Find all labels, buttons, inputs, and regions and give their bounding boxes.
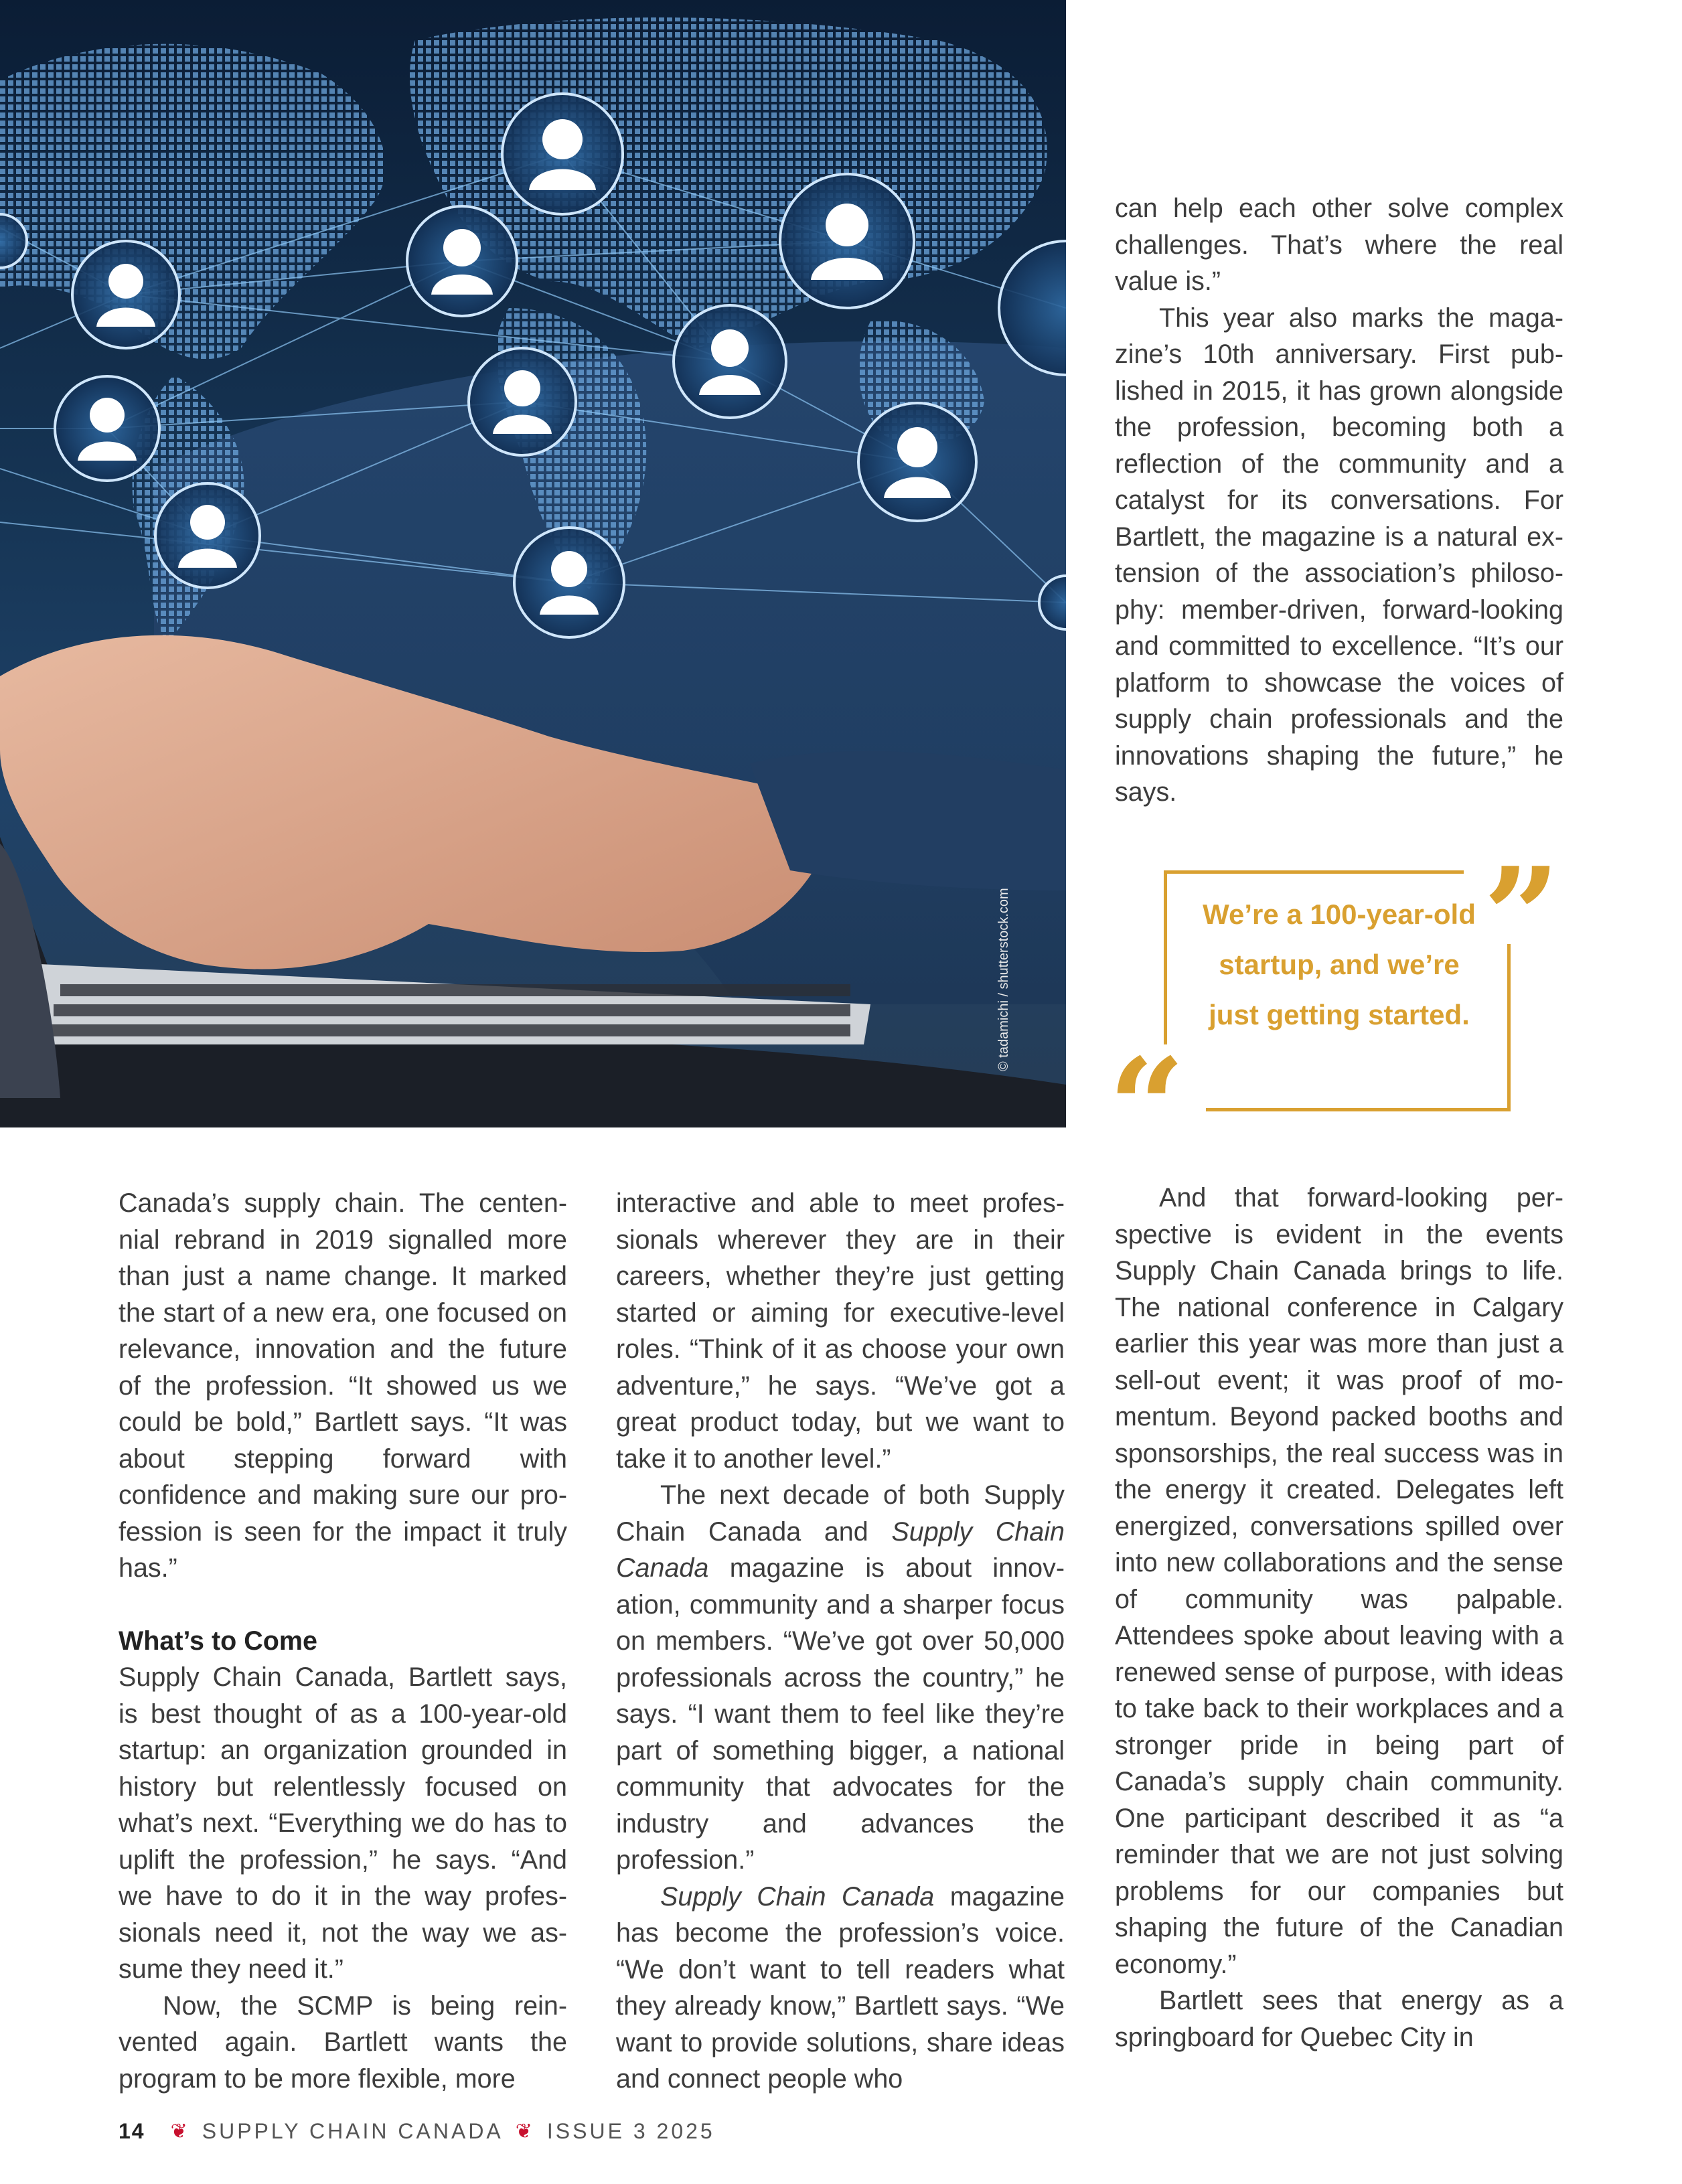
paragraph: This year also marks the magazine’s 10th anniversary. First published in 2015, it has grown alongside the profession, becoming both a reflection of the community and a catalyst for its conversations. For Bartlett, the magazine is a natural extension of the association’s philosophy: member-driven, forward-looking and committed to excellence. “It’s our platform to showcase the voices of supply chain professionals and the innovations shaping the future,” he says. bbox=[1115, 303, 1563, 807]
photo-credit: © tadamichi / shutterstock.com bbox=[996, 888, 1011, 1071]
paragraph: Now, the SCMP is being reinvented again. Bartlett wants the program to be more flexible, more bbox=[119, 1991, 567, 2094]
close-quote-icon: ” bbox=[1483, 838, 1561, 996]
paragraph bbox=[616, 1879, 1065, 2098]
maple-leaf-icon: ❦ bbox=[170, 2120, 190, 2142]
text-run: magazine is about innovation, community and a sharper focus on members. “We’ve got over 50,000 professionals across the country,” he says. “I want them to feel like they’re part of something bigger, a national community that advocates for the industry and advances the profession.” bbox=[616, 1553, 1065, 1875]
pull-quote-text: We’re a 100-year-old startup, and we’re just getting started. bbox=[1203, 899, 1476, 1030]
page-number: 14 bbox=[119, 2119, 145, 2143]
article-column-right-top bbox=[1115, 190, 1563, 811]
text-run: magazine has become the profession’s voice. “We don’t want to tell readers what they already know,” Bartlett says. “We want to provide solutions, share ideas and connect people who bbox=[616, 1881, 1065, 2094]
paragraph: interactive and able to meet professionals wherever they are in their careers, whether they’re just getting started or aiming for executive-level roles. “Think of it as choose your own adventure,” he says. “We’ve got a great product today, but we want to take it to another level.” bbox=[616, 1188, 1065, 1474]
issue-label: ISSUE 3 2025 bbox=[546, 2119, 715, 2143]
hero-photo bbox=[0, 0, 1066, 1127]
paragraph: Canada’s supply chain. The centennial rebrand in 2019 signalled more than just a name change. It marked the start of a new era, one focused on relevance, innovation and the future of the profession. “It showed us we could be bold,” Bartlett says. “It was about stepping forward with confidence and making sure our profession is seen for the impact it truly has.” bbox=[119, 1188, 567, 1583]
article-column-2 bbox=[616, 1185, 1065, 2098]
article-column-3 bbox=[1115, 1180, 1563, 2055]
page-footer bbox=[119, 2119, 715, 2144]
paragraph: Bartlett sees that energy as a springboard for Quebec City in bbox=[1115, 1986, 1563, 2052]
text-run: The next decade of both Supply Chain Canada and bbox=[616, 1480, 1065, 1547]
paragraph: can help each other solve complex challenges. That’s where the real value is.” bbox=[1115, 193, 1563, 296]
magazine-title: Supply Chain Canada bbox=[616, 1516, 1065, 1583]
paragraph: And that forward-looking perspective is evident in the events Supply Chain Canada brings to life. The national conference in Calgary earlier this year was more than just a sell-out event; it was proof of momentum. Beyond packed booths and sponsorships, the real success was in the energy it created. Delegates left energized, conversations spilled over into new collaborations and the sense of community was palpable. Attendees spoke about leaving with a renewed sense of purpose, with ideas to take back to their workplaces and a stronger pride in being part of Canada’s supply chain community. One participant described it as “a reminder that we are not just solving problems for our companies but shaping the future of the Canadian economy.” bbox=[1115, 1183, 1563, 1979]
paragraph: Supply Chain Canada, Bartlett says, is best thought of as a 100-year-old startup: an organization grounded in history but relentlessly focused on what’s next. “Everything we do has to uplift the profession,” he says. “And we have to do it in the way professionals need it, not the way we assume they need it.” bbox=[119, 1662, 567, 1984]
publication-name: SUPPLY CHAIN CANADA bbox=[202, 2119, 504, 2143]
open-quote-icon: “ bbox=[1108, 1029, 1186, 1186]
magazine-title: Supply Chain Canada bbox=[660, 1881, 935, 1912]
network-map-illustration bbox=[0, 0, 1066, 1127]
paragraph bbox=[616, 1477, 1065, 1879]
maple-leaf-icon: ❦ bbox=[515, 2120, 535, 2142]
subheading: What’s to Come bbox=[119, 1626, 317, 1656]
article-column-1 bbox=[119, 1185, 567, 2097]
